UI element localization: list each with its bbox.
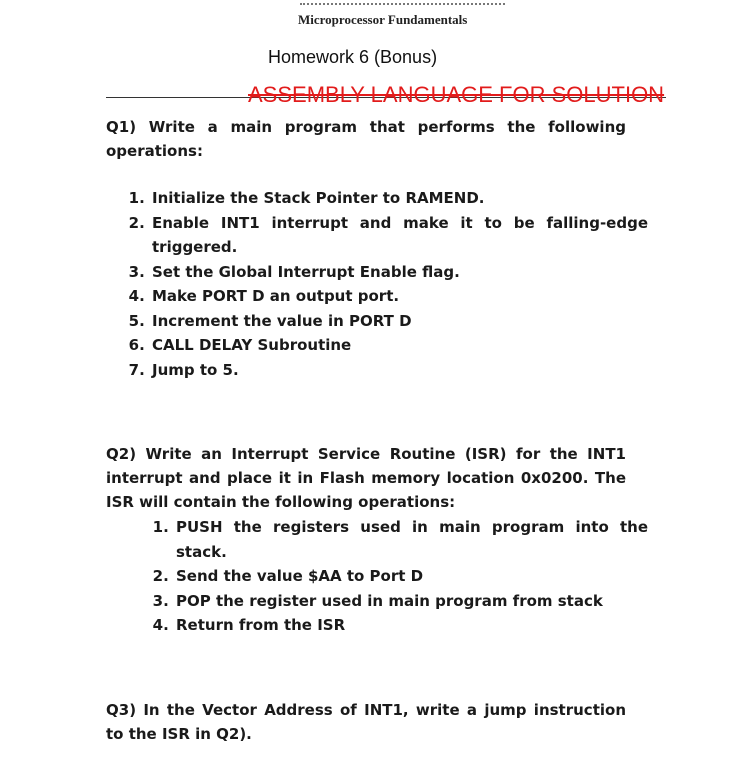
question-2: Q2) Write an Interrupt Service Routine (ISR) for the INT1 interrupt and place it in Flash memory location 0x0200. The ISR will contain the following operations: — [106, 445, 626, 511]
q1-step — [150, 309, 648, 334]
question-1-steps — [128, 186, 648, 382]
q1-step — [150, 211, 648, 260]
q2-step — [174, 564, 648, 589]
q2-step-text: Return from the ISR — [176, 616, 346, 634]
q1-step — [150, 284, 648, 309]
q2-step — [174, 515, 648, 564]
solution-note: ASSEMBLY LANGUAGE FOR SOLUTION — [248, 82, 665, 107]
q1-step — [150, 260, 648, 285]
q2-step-text: PUSH the registers used in main program into the stack. — [176, 518, 648, 561]
q1-step — [150, 186, 648, 211]
q1-step-text: CALL DELAY Subroutine — [152, 336, 352, 354]
q1-step-text: Increment the value in PORT D — [152, 311, 412, 330]
q1-step — [150, 333, 648, 358]
question-3: Q3) In the Vector Address of INT1, write a jump instruction to the ISR in Q2). — [106, 701, 626, 743]
q2-step-text: POP the register used in main program from stack — [176, 591, 603, 610]
course-name: Microprocessor Fundamentals — [298, 12, 468, 27]
q1-step-text: Make PORT D an output port. — [152, 287, 400, 305]
q2-step-text: Send the value $AA to Port D — [176, 567, 424, 585]
cropped-header-line — [300, 3, 505, 9]
q2-step — [174, 589, 648, 614]
q1-step-text: Jump to 5. — [152, 360, 239, 379]
q1-step-text: Initialize the Stack Pointer to RAMEND. — [152, 189, 485, 207]
question-1: Q1) Write a main program that performs the following operations: — [106, 118, 626, 160]
q1-step — [150, 358, 648, 383]
q2-step — [174, 613, 648, 638]
q1-step-text: Set the Global Interrupt Enable flag. — [152, 262, 460, 281]
homework-title: Homework 6 (Bonus) — [268, 47, 438, 67]
q1-step-text: Enable INT1 interrupt and make it to be falling-edge triggered. — [152, 213, 648, 256]
question-2-steps — [152, 515, 648, 638]
